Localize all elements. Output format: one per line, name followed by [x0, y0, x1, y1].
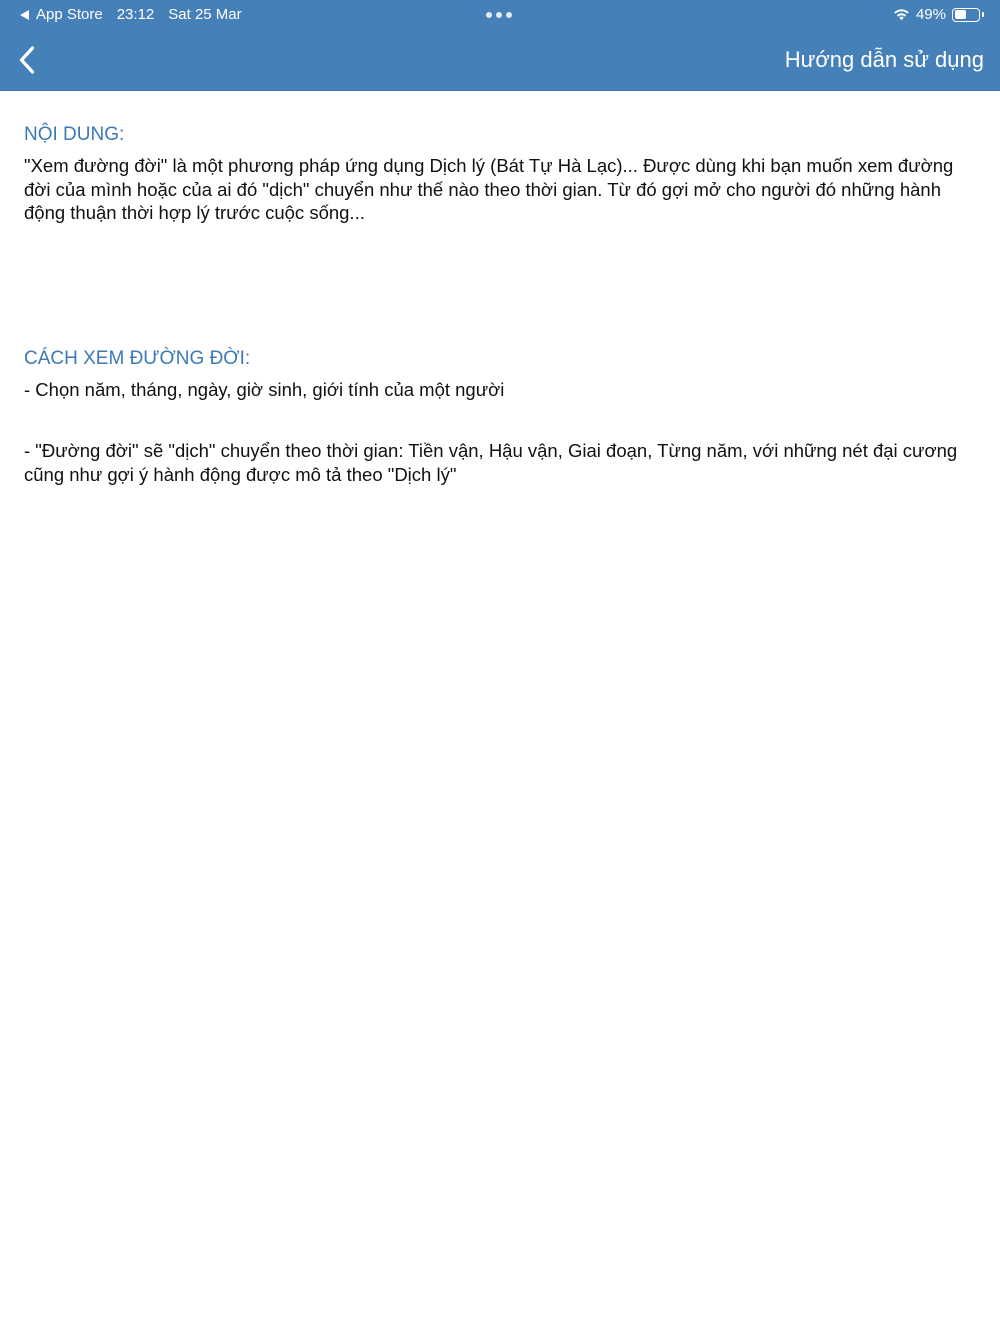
back-triangle-icon[interactable] — [20, 10, 29, 20]
back-app-label[interactable]: App Store — [36, 6, 103, 23]
instruction-item: - "Đường đời" sẽ "dịch" chuyển theo thời gian: Tiền vận, Hậu vận, Giai đoạn, Từng năm, với những nét đại cương cũng như gợi ý hành động được mô tả theo "Dịch lý" — [24, 440, 958, 485]
instruction-item: - Chọn năm, tháng, ngày, giờ sinh, giới tính của một người — [24, 378, 505, 400]
status-time: 23:12 — [116, 6, 155, 23]
status-date: Sat 25 Mar — [168, 6, 242, 23]
status-right — [893, 6, 980, 23]
status-left[interactable] — [20, 6, 242, 23]
battery-percent: 49% — [915, 6, 946, 23]
section-heading-how-to: CÁCH XEM ĐƯỜNG ĐỜI: — [24, 347, 251, 369]
section-heading-content: NỘI DUNG: — [24, 124, 125, 145]
back-button[interactable] — [12, 44, 42, 76]
nav-title: Hướng dẫn sử dụng — [784, 47, 984, 72]
section-text-content: "Xem đường đời" là một phương pháp ứng dụng Dịch lý (Bát Tự Hà Lạc)... Được dùng khi bạn muốn xem đường đời của mình hoặc của ai đó "dịch" chuyển như thế nào theo thời gian. Từ đó gợi mở cho người đó những hành động thuận thời hợp lý trước cuộc sống... — [24, 155, 954, 223]
status-bar — [0, 0, 1000, 30]
instructions-content — [24, 122, 964, 486]
top-bar — [0, 0, 1000, 91]
wifi-icon — [893, 8, 910, 21]
battery-icon — [952, 8, 980, 22]
chevron-left-icon[interactable] — [19, 46, 35, 74]
battery-fill — [955, 10, 966, 19]
more-dots-icon[interactable] — [486, 12, 512, 18]
